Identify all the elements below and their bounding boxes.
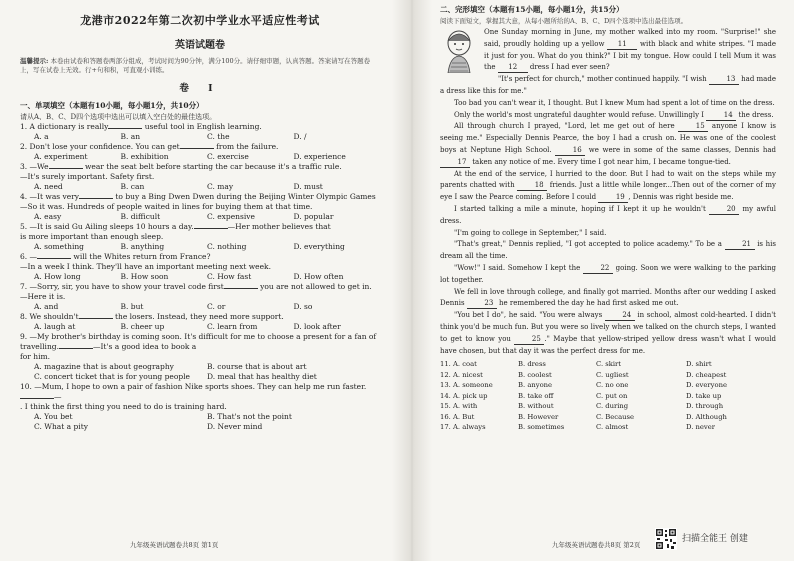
passage-text: going. Soon we were walking to the parking lot together. [440, 263, 776, 284]
answer-options [20, 412, 380, 432]
passage-text: We fell in love through college, and finally got married. Months after our wedding I asked Dennis [440, 287, 776, 308]
answer-options [20, 242, 380, 252]
cloze-passage [440, 27, 776, 357]
cloze-option: C. skirt [596, 360, 622, 369]
tips-text: 本卷由试卷和答题卷两部分组成，考试时间为90分钟，满分100分。请仔细审题，认真答题。答案请写在答题卷上，写在试卷上无效。行+句和积，可直观小训练。 [20, 57, 371, 74]
passage-text: anyone I know is seeing me." Especially Dennis Pearce, the boy I had a crush on. He was one of the coolest boys at Neptune High School. [440, 122, 776, 154]
passage-text: "Wow!" I said. Somehow I kept the [454, 263, 583, 272]
cloze-blank: 15 [678, 122, 708, 132]
stem-text: —Her mother believes that [227, 222, 331, 231]
stem-text: from the failure. [213, 142, 279, 151]
passage-text: in school, almost cold-hearted. I didn't think you'd be much fun. But you were so lively when we talked on the church steps, I wanted to get to know you [440, 311, 776, 343]
paragraph-list [440, 27, 776, 357]
passage-text: taken any notice of me. Every time I got near him, I became tongue-tied. [470, 157, 731, 166]
answer-blank [108, 122, 142, 129]
right-page-footer: 九年级英语试题卷共8页 第2页 [552, 541, 641, 549]
passage-text: had made a dress like this for me." [440, 75, 776, 95]
cloze-option: D. through [686, 402, 724, 411]
question-stem [20, 382, 380, 402]
passage-text: dress I had ever seen? [527, 63, 610, 72]
right-page [440, 0, 776, 561]
passage-paragraph [440, 204, 776, 228]
passage-paragraph [440, 110, 776, 122]
answer-option: B. How soon [120, 272, 169, 281]
answer-option: D. so [293, 302, 313, 311]
stem-text: . I think the first thing you need to do is training hard. [20, 402, 227, 411]
answer-option: D. experience [293, 152, 346, 161]
stem-text: 1. A dictionary is really [20, 122, 109, 131]
answer-option: C. concert ticket that is for young people [34, 372, 190, 381]
girl-illustration [440, 29, 478, 73]
section-1-instructions: 请从A、B、C、D四个选项中选出可以填入空白处的最佳选项。 [20, 113, 217, 121]
answer-option: B. exhibition [120, 152, 169, 161]
answer-option: C. or [207, 302, 226, 311]
cloze-blank: 22 [583, 264, 613, 274]
stem-text: 4. —It was very [20, 192, 80, 201]
answer-options [20, 362, 380, 382]
answer-option: D. How often [293, 272, 344, 281]
cloze-blank: 20 [709, 205, 739, 215]
exam-title: 龙港市2022年第二次初中学业水平适应性考试 [80, 14, 320, 27]
passage-paragraph [440, 239, 776, 263]
answer-option: D. / [293, 132, 307, 141]
tips-box [20, 57, 380, 75]
stem-text: 10. —Mum, I hope to own a pair of fashion Nike sports shoes. They can help me run faster. [20, 382, 367, 391]
answer-option: C. the [207, 132, 230, 141]
stem-text: wear the seat belt before starting the car because it's a traffic rule. [82, 162, 342, 171]
answer-option: C. may [207, 182, 234, 191]
cloze-blank: 17 [440, 158, 470, 168]
answer-option: C. nothing [207, 242, 247, 251]
answer-option: B. an [120, 132, 141, 141]
question-stem [20, 142, 380, 152]
left-page-footer: 九年级英语试题卷共8页 第1页 [130, 541, 219, 549]
cloze-blank: 18 [517, 181, 547, 191]
stem-text: you are not allowed to get in. [257, 282, 372, 291]
answer-option: D. popular [293, 212, 334, 221]
cloze-option: D. shirt [686, 360, 712, 369]
cloze-option: 12. A. nicest [440, 370, 483, 379]
cloze-option: B. dress [518, 360, 546, 369]
answer-option: C. expensive [207, 212, 255, 221]
stem-text: 8. We shouldn't [20, 312, 79, 321]
cloze-option: 17. A. always [440, 423, 486, 432]
answer-option: A. laugh at [34, 322, 76, 331]
answer-option: D. look after [293, 322, 341, 331]
answer-blank [224, 282, 258, 289]
stem-text: —So it was. Hundreds of people waited in lines for buying them at that time. [20, 202, 313, 211]
question-stem [20, 192, 380, 202]
stem-text: —Here it is. [20, 292, 66, 301]
answer-blank [79, 192, 113, 199]
answer-blank [79, 312, 113, 319]
passage-paragraph [440, 121, 776, 168]
passage-text: Too bad you can't wear it, I thought. But I knew Mum had spent a lot of time on the dress. [454, 98, 775, 107]
tips-label: 温馨提示: [20, 57, 49, 65]
passage-paragraph [440, 74, 776, 98]
question-stem [20, 122, 380, 132]
passage-text: At the end of the service, I hurried to the door. But I had to wait on the steps while my parents chatted with [440, 169, 776, 190]
cloze-option: B. However [518, 412, 559, 421]
cloze-option: 14. A. pick up [440, 391, 488, 400]
stem-text: for him. [20, 352, 50, 361]
answer-options [20, 322, 380, 332]
answer-option: A. a [34, 132, 49, 141]
cloze-blank: 24 [605, 311, 635, 321]
cloze-option: 13. A. someone [440, 381, 493, 390]
cloze-option: C. Because [596, 412, 635, 421]
stem-text: will the Whites return from France? [71, 252, 211, 261]
answer-option: C. How fast [207, 272, 252, 281]
answer-option: D. must [293, 182, 323, 191]
stem-text: 5. —It is said Gu Ailing sleeps 10 hours a day. [20, 222, 194, 231]
passage-text: ." Maybe that yellow-striped yellow dress wasn't what I would have chosen, but that day it was the perfect dress for me. [440, 334, 776, 355]
answer-option: A. You bet [34, 412, 73, 421]
passage-text: with black and white stripes. "I made it just for you. What do you think?" [484, 39, 776, 60]
cloze-blank: 16 [555, 146, 585, 156]
answer-option: D. everything [293, 242, 345, 251]
passage-text: "That's great," Dennis replied, "I got accepted to police academy." To be a [454, 240, 725, 249]
cloze-option: D. everyone [686, 381, 727, 390]
answer-blank [20, 392, 54, 399]
question-stem [20, 312, 380, 322]
cloze-option: C. during [596, 402, 629, 411]
passage-paragraph [440, 287, 776, 311]
passage-paragraph [440, 27, 776, 74]
scanner-watermark: 扫描全能王 创建 [682, 534, 748, 544]
passage-text: is his dream all the time. [440, 240, 776, 261]
page-fold-shadow [392, 0, 432, 561]
answer-options [20, 212, 380, 222]
passage-text: friends. Just a little while longer...Then out of the corner of my eye I saw the Pearce coming. Before I could [440, 181, 776, 202]
answer-blank [59, 342, 93, 349]
volume-heading: 卷 I [179, 83, 221, 94]
answer-option: D. Never mind [207, 422, 263, 431]
answer-option: B. difficult [120, 212, 161, 221]
question-stem [20, 162, 380, 172]
cloze-option: B. coolest [518, 370, 552, 379]
cloze-blank: 25 [514, 335, 544, 345]
answer-option: B. anything [120, 242, 165, 251]
question-stem [20, 252, 380, 262]
cloze-option: B. anyone [518, 381, 553, 390]
cloze-option: D. Although [686, 412, 727, 421]
cloze-blank: 23 [467, 299, 497, 309]
answer-option: A. magazine that is about geography [34, 362, 174, 371]
passage-text: "You bet I do", he said. "You were always [454, 311, 605, 320]
answer-option: D. meal that has healthy diet [207, 372, 317, 381]
answer-blank [180, 142, 214, 149]
cloze-option: B. take off [518, 391, 554, 400]
stem-text: the losers. Instead, they need more support. [112, 312, 284, 321]
section-1-title: 一、单项填空（本题有10小题，每小题1分，共10分） [20, 101, 204, 110]
cloze-options-table [440, 359, 776, 433]
answer-option: B. That's not the point [207, 412, 292, 421]
stem-text: — [54, 392, 62, 401]
passage-paragraph [440, 263, 776, 287]
cloze-option: C. ugliest [596, 370, 629, 379]
qr-code-icon [655, 528, 677, 550]
stem-text: useful tool in English learning. [142, 122, 262, 131]
question-list [20, 122, 380, 432]
cloze-blank: 21 [725, 240, 755, 250]
answer-option: A. easy [34, 212, 62, 221]
stem-text: —It's a good idea to book a [92, 342, 197, 351]
answer-options [20, 302, 380, 312]
answer-option: A. How long [34, 272, 81, 281]
stem-text: 6. — [20, 252, 38, 261]
stem-text: —In a week I think. They'll have an important meeting next week. [20, 262, 271, 271]
cloze-option: D. never [686, 423, 716, 432]
stem-text: —It's surely important. Safety first. [20, 172, 155, 181]
passage-text: he remembered the day he had first asked me out. [496, 299, 679, 308]
cloze-option: 11. A. coat [440, 360, 477, 369]
answer-option: B. but [120, 302, 144, 311]
stem-text: is more important than enough sleep. [20, 232, 164, 241]
cloze-blank: 13 [709, 75, 739, 85]
answer-option: B. can [120, 182, 145, 191]
question-stem [20, 332, 380, 352]
cloze-option: C. almost [596, 423, 629, 432]
answer-option: C. What a pity [34, 422, 88, 431]
passage-text: we were in some of the same classes, Dennis had [585, 145, 776, 154]
cloze-blank: 14 [706, 111, 736, 121]
answer-options [20, 182, 380, 192]
passage-text: I started talking a mile a minute, hoping if I kept it up he wouldn't [454, 204, 710, 213]
section-2-instructions: 阅读下面短文，掌握其大意，从每小题所给的A、B、C、D四个选项中选出最佳选项。 [440, 17, 688, 25]
passage-text: I bit my tongue. How could I tell Mum it was the [484, 51, 776, 72]
cloze-blank: 11 [607, 40, 637, 50]
left-page [20, 0, 380, 561]
cloze-option: B. without [518, 402, 554, 411]
question-stem [20, 282, 380, 292]
cloze-option: D. cheapest [686, 370, 727, 379]
passage-text: "It's perfect for church," mother continued happily. "I wish [498, 75, 709, 84]
cloze-option: 15. A. with [440, 402, 478, 411]
answer-options [20, 132, 380, 142]
answer-option: A. and [34, 302, 59, 311]
cloze-option: B. sometimes [518, 423, 565, 432]
answer-option: A. experiment [34, 152, 88, 161]
answer-blank [37, 252, 71, 259]
stem-text: 3. —We [20, 162, 49, 171]
passage-text: , Dennis was right beside me. [628, 193, 734, 202]
passage-text: All through church I prayed, "Lord, let me get out of here [454, 122, 679, 131]
passage-text: "I'm going to college in September," I said. [454, 228, 607, 237]
answer-options [20, 272, 380, 282]
passage-text: my awful dress. [440, 204, 776, 225]
answer-options [20, 152, 380, 162]
passage-paragraph [440, 228, 776, 240]
answer-option: B. cheer up [120, 322, 165, 331]
cloze-option: 16. A. But [440, 412, 475, 421]
question-stem [20, 222, 380, 232]
passage-paragraph [440, 169, 776, 204]
answer-blank [49, 162, 83, 169]
answer-option: C. exercise [207, 152, 249, 161]
stem-text: 7. —Sorry, sir, you have to show your travel code first [20, 282, 224, 291]
answer-option: C. learn from [207, 322, 258, 331]
passage-text: Only the world's most ungrateful daughter would refuse. Unwillingly I [454, 110, 707, 119]
cloze-option: C. no one [596, 381, 629, 390]
stem-text: 2. Don't lose your confidence. You can get [20, 142, 180, 151]
cloze-blank: 12 [498, 63, 528, 73]
passage-text: One Sunday morning in June, my mother walked into my room. "Surprise!" she said, proudly holding up a yellow [484, 28, 776, 48]
answer-option: A. something [34, 242, 84, 251]
cloze-option: D. take up [686, 391, 722, 400]
section-2-title: 二、完形填空（本题有15小题，每小题1分，共15分） [440, 5, 624, 14]
passage-paragraph [440, 310, 776, 357]
passage-paragraph [440, 98, 776, 110]
exam-subtitle: 英语试题卷 [175, 40, 225, 51]
answer-option: B. course that is about art [207, 362, 307, 371]
cloze-blank: 19 [598, 193, 628, 203]
passage-text: the dress. [736, 110, 774, 119]
stem-text: 9. —My brother's birthday is coming soon. It's difficult for me to choose a present for a fan of travelling. [20, 332, 377, 351]
answer-blank [194, 222, 228, 229]
cloze-option: C. put on [596, 391, 628, 400]
stem-text: to buy a Bing Dwen Dwen during the Beijing Winter Olympic Games [113, 192, 376, 201]
answer-option: A. need [34, 182, 63, 191]
